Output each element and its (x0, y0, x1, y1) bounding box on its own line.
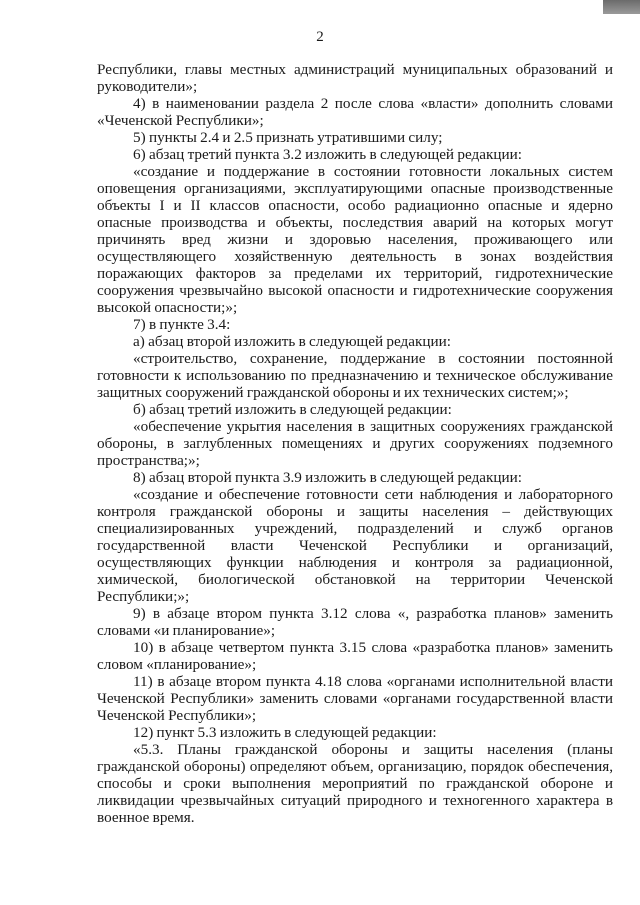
paragraph-item-7b: б) абзац третий изложить в следующей редакции: (133, 401, 452, 418)
paragraph-quote-3-4a: «строительство, сохранение, поддержание в состоянии постоянной готовности к использованию по предназначению и техническое обслуживание защитных сооружений гражданской обороны и их технических систем;»; (97, 350, 613, 401)
paragraph-item-7: 7) в пункте 3.4: (133, 316, 231, 333)
paragraph-quote-3-4b: «обеспечение укрытия населения в защитных сооружениях гражданской обороны, в заглубленных помещениях и других сооружениях подземного пространства;»; (97, 418, 613, 469)
paragraph-item-11: 11) в абзаце втором пункта 4.18 слова «органами исполнительной власти Чеченской Республики» заменить словами «органами государственной власти Чеченской Республики»; (97, 673, 613, 724)
paragraph-quote-3-9: «создание и обеспечение готовности сети наблюдения и лабораторного контроля гражданской обороны и защиты населения – действующих специализированных учреждений, подразделений и служб органов государственной власти Чеченской Республики и организаций, осуществляющих функции наблюдения и контроля за радиационной, химической, биологической обстановкой на территории Чеченской Республики;»; (97, 486, 613, 605)
paragraph-item-7a: а) абзац второй изложить в следующей редакции: (133, 333, 452, 350)
paragraph-item-6: 6) абзац третий пункта 3.2 изложить в следующей редакции: (133, 146, 522, 163)
paragraph-item-10: 10) в абзаце четвертом пункта 3.15 слова «разработка планов» заменить словом «планирование»; (97, 639, 613, 673)
paragraph-quote-3-2: «создание и поддержание в состоянии готовности локальных систем оповещения организациями, эксплуатирующими опасные производственные объекты I и II классов опасности, особо радиационно опасные и ядерно опасные производства и объекты, последствия аварий на которых могут причинять вред жизни и здоровью населения, проживающего или осуществляющего хозяйственную деятельность в зонах воздействия поражающих факторов за пределами их территорий, гидротехнические сооружения чрезвычайно высокой опасности и гидротехнические сооружения высокой опасности;»; (97, 163, 613, 316)
scan-edge-mark (603, 0, 640, 14)
document-body (97, 61, 613, 826)
paragraph-item-8: 8) абзац второй пункта 3.9 изложить в следующей редакции: (133, 469, 523, 486)
page-number: 2 (316, 29, 324, 45)
paragraph-item-9: 9) в абзаце втором пункта 3.12 слова «, разработка планов» заменить словами «и планирование»; (97, 605, 613, 639)
paragraph-item-4: 4) в наименовании раздела 2 после слова «власти» дополнить словами «Чеченской Республики»; (97, 95, 613, 129)
paragraph-item-5: 5) пункты 2.4 и 2.5 признать утратившими силу; (133, 129, 443, 146)
paragraph-quote-5-3: «5.3. Планы гражданской обороны и защиты населения (планы гражданской обороны) определяют объем, организацию, порядок обеспечения, способы и сроки выполнения мероприятий по гражданской обороне и ликвидации чрезвычайных ситуаций природного и техногенного характера в военное время. (97, 741, 613, 826)
paragraph-item-12: 12) пункт 5.3 изложить в следующей редакции: (133, 724, 437, 741)
paragraph-continuation: Республики, главы местных администраций муниципальных образований и руководители»; (97, 61, 613, 95)
